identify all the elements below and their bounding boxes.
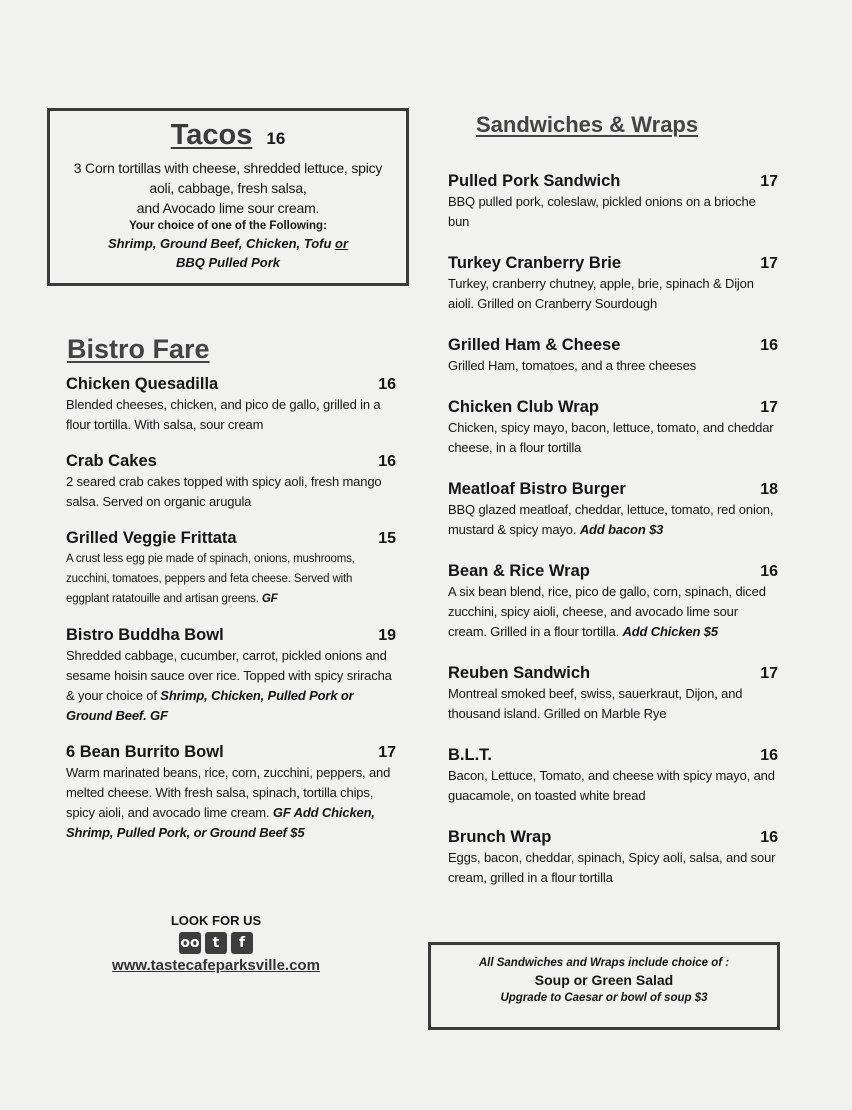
tacos-options-or: or [335,236,349,251]
look-for-us [96,913,336,974]
item-description [448,500,778,540]
menu-item [448,828,778,888]
tacos-price: 16 [266,129,286,148]
facebook-icon[interactable]: f [231,932,253,954]
item-name: Turkey Cranberry Brie [448,254,622,272]
item-name: Crab Cakes [66,452,157,470]
note-line: Soup or Green Salad [534,972,674,988]
menu-item [66,743,396,843]
sides-note-box [428,942,780,1030]
item-price: 17 [760,173,778,190]
tacos-desc-line: aoli, cabbage, fresh salsa, [149,180,307,196]
tripadvisor-icon[interactable]: oo [179,932,201,954]
item-description: Eggs, bacon, cheddar, spinach, Spicy aoli, salsa, and sour cream, grilled in a flour tortilla [448,850,776,885]
tacos-title: Tacos [170,119,253,151]
item-price: 15 [378,530,396,547]
item-description [66,549,396,609]
item-price: 17 [760,255,778,272]
item-price: 17 [760,399,778,416]
menu-item [448,398,778,458]
item-price: 16 [378,453,396,470]
item-name: Pulled Pork Sandwich [448,172,621,190]
item-desc-text: A crust less egg pie made of spinach, onions, mushrooms, zucchini, tomatoes, peppers and feta cheese. Served with eggplant ratatouille and artisan greens. [66,553,355,605]
social-icons [96,932,336,954]
tacos-desc-line: 3 Corn tortillas with cheese, shredded lettuce, spicy [73,160,383,176]
item-name: 6 Bean Burrito Bowl [66,743,224,761]
item-price: 16 [760,337,778,354]
item-extra: GF [261,593,278,605]
item-name: B.L.T. [448,746,492,764]
item-price: 16 [760,563,778,580]
menu-item [66,529,396,609]
item-description: 2 seared crab cakes topped with spicy aoli, fresh mango salsa. Served on organic arugula [66,474,382,509]
item-name: Bean & Rice Wrap [448,562,590,580]
item-description: Grilled Ham, tomatoes, and a three cheeses [448,358,697,373]
item-name: Bistro Buddha Bowl [66,626,224,644]
item-name: Chicken Club Wrap [448,398,599,416]
item-desc-text: Warm marinated beans, rice, corn, zucchini, peppers, and melted cheese. With fresh salsa, spinach, tortilla chips, spicy aioli, and avocado lime cream. [66,765,391,820]
menu-item [66,375,396,435]
tacos-description [64,158,392,218]
item-description: Turkey, cranberry chutney, apple, brie, spinach & Dijon aioli. Grilled on Cranberry Sourdough [448,276,754,311]
tacos-options-line: Shrimp, Ground Beef, Chicken, Tofu [107,236,336,251]
item-description: Bacon, Lettuce, Tomato, and cheese with spicy mayo, and guacamole, on toasted white bread [448,768,775,803]
item-description: Blended cheeses, chicken, and pico de gallo, grilled in a flour tortilla. With salsa, sour cream [66,397,381,432]
item-desc-text: A six bean blend, rice, pico de gallo, corn, spinach, diced zucchini, spicy aioli, cheese, and avocado lime sour cream. Grilled in a flour tortilla. [448,584,766,639]
item-extra: GF Add Chicken, Shrimp, Pulled Pork, or Ground Beef $5 [66,805,375,840]
item-desc-text: BBQ glazed meatloaf, cheddar, lettuce, tomato, red onion, mustard & spicy mayo. [448,502,774,537]
menu-item [66,626,396,726]
menu-item [448,746,778,806]
menu-item [448,562,778,642]
item-description: BBQ pulled pork, coleslaw, pickled onions on a brioche bun [448,194,756,229]
bistro-fare-list [66,375,396,843]
item-price: 16 [378,376,396,393]
item-name: Reuben Sandwich [448,664,591,682]
note-line: Upgrade to Caesar or bowl of soup $3 [500,992,708,1004]
menu-item [448,172,778,232]
item-price: 19 [378,627,396,644]
item-name: Brunch Wrap [448,828,552,846]
tacos-choice-label: Your choice of one of the Following: [129,220,327,232]
item-price: 17 [378,744,396,761]
menu-item [448,254,778,314]
item-extra: Add Chicken $5 [622,624,718,639]
menu-item [448,664,778,724]
twitter-icon[interactable]: t [205,932,227,954]
item-price: 18 [760,481,778,498]
item-price: 16 [760,829,778,846]
item-extra: Shrimp, Chicken, Pulled Pork or Ground Beef. GF [66,688,354,723]
note-line: All Sandwiches and Wraps include choice of : [478,957,730,969]
item-description [66,763,396,843]
tacos-desc-line: and Avocado lime sour cream. [136,200,320,216]
menu-item [66,452,396,512]
tacos-header [50,119,406,152]
item-name: Chicken Quesadilla [66,375,219,393]
item-extra: Add bacon $3 [579,522,664,537]
look-for-us-label: LOOK FOR US [170,913,262,928]
item-description: Montreal smoked beef, swiss, sauerkraut, Dijon, and thousand island. Grilled on Marble Rye [448,686,743,721]
item-desc-text: Shredded cabbage, cucumber, carrot, pickled onions and sesame hoisin sauce over rice. Topped with spicy sriracha & your choice of [66,648,392,703]
tacos-box [47,108,409,286]
item-price: 17 [760,665,778,682]
sandwiches-wraps-title: Sandwiches & Wraps [476,112,699,137]
tacos-options-line: BBQ Pulled Pork [175,255,281,270]
sandwiches-list [448,172,778,888]
item-description [66,646,396,726]
item-description [448,582,778,642]
item-name: Meatloaf Bistro Burger [448,480,626,498]
item-description: Chicken, spicy mayo, bacon, lettuce, tomato, and cheddar cheese, in a flour tortilla [448,420,774,455]
item-name: Grilled Ham & Cheese [448,336,621,354]
menu-item [448,336,778,376]
menu-item [448,480,778,540]
tacos-options [50,234,406,272]
bistro-fare-title: Bistro Fare [67,334,210,364]
website-link[interactable]: www.tastecafeparksville.com [112,957,320,974]
item-price: 16 [760,747,778,764]
item-name: Grilled Veggie Frittata [66,529,237,547]
